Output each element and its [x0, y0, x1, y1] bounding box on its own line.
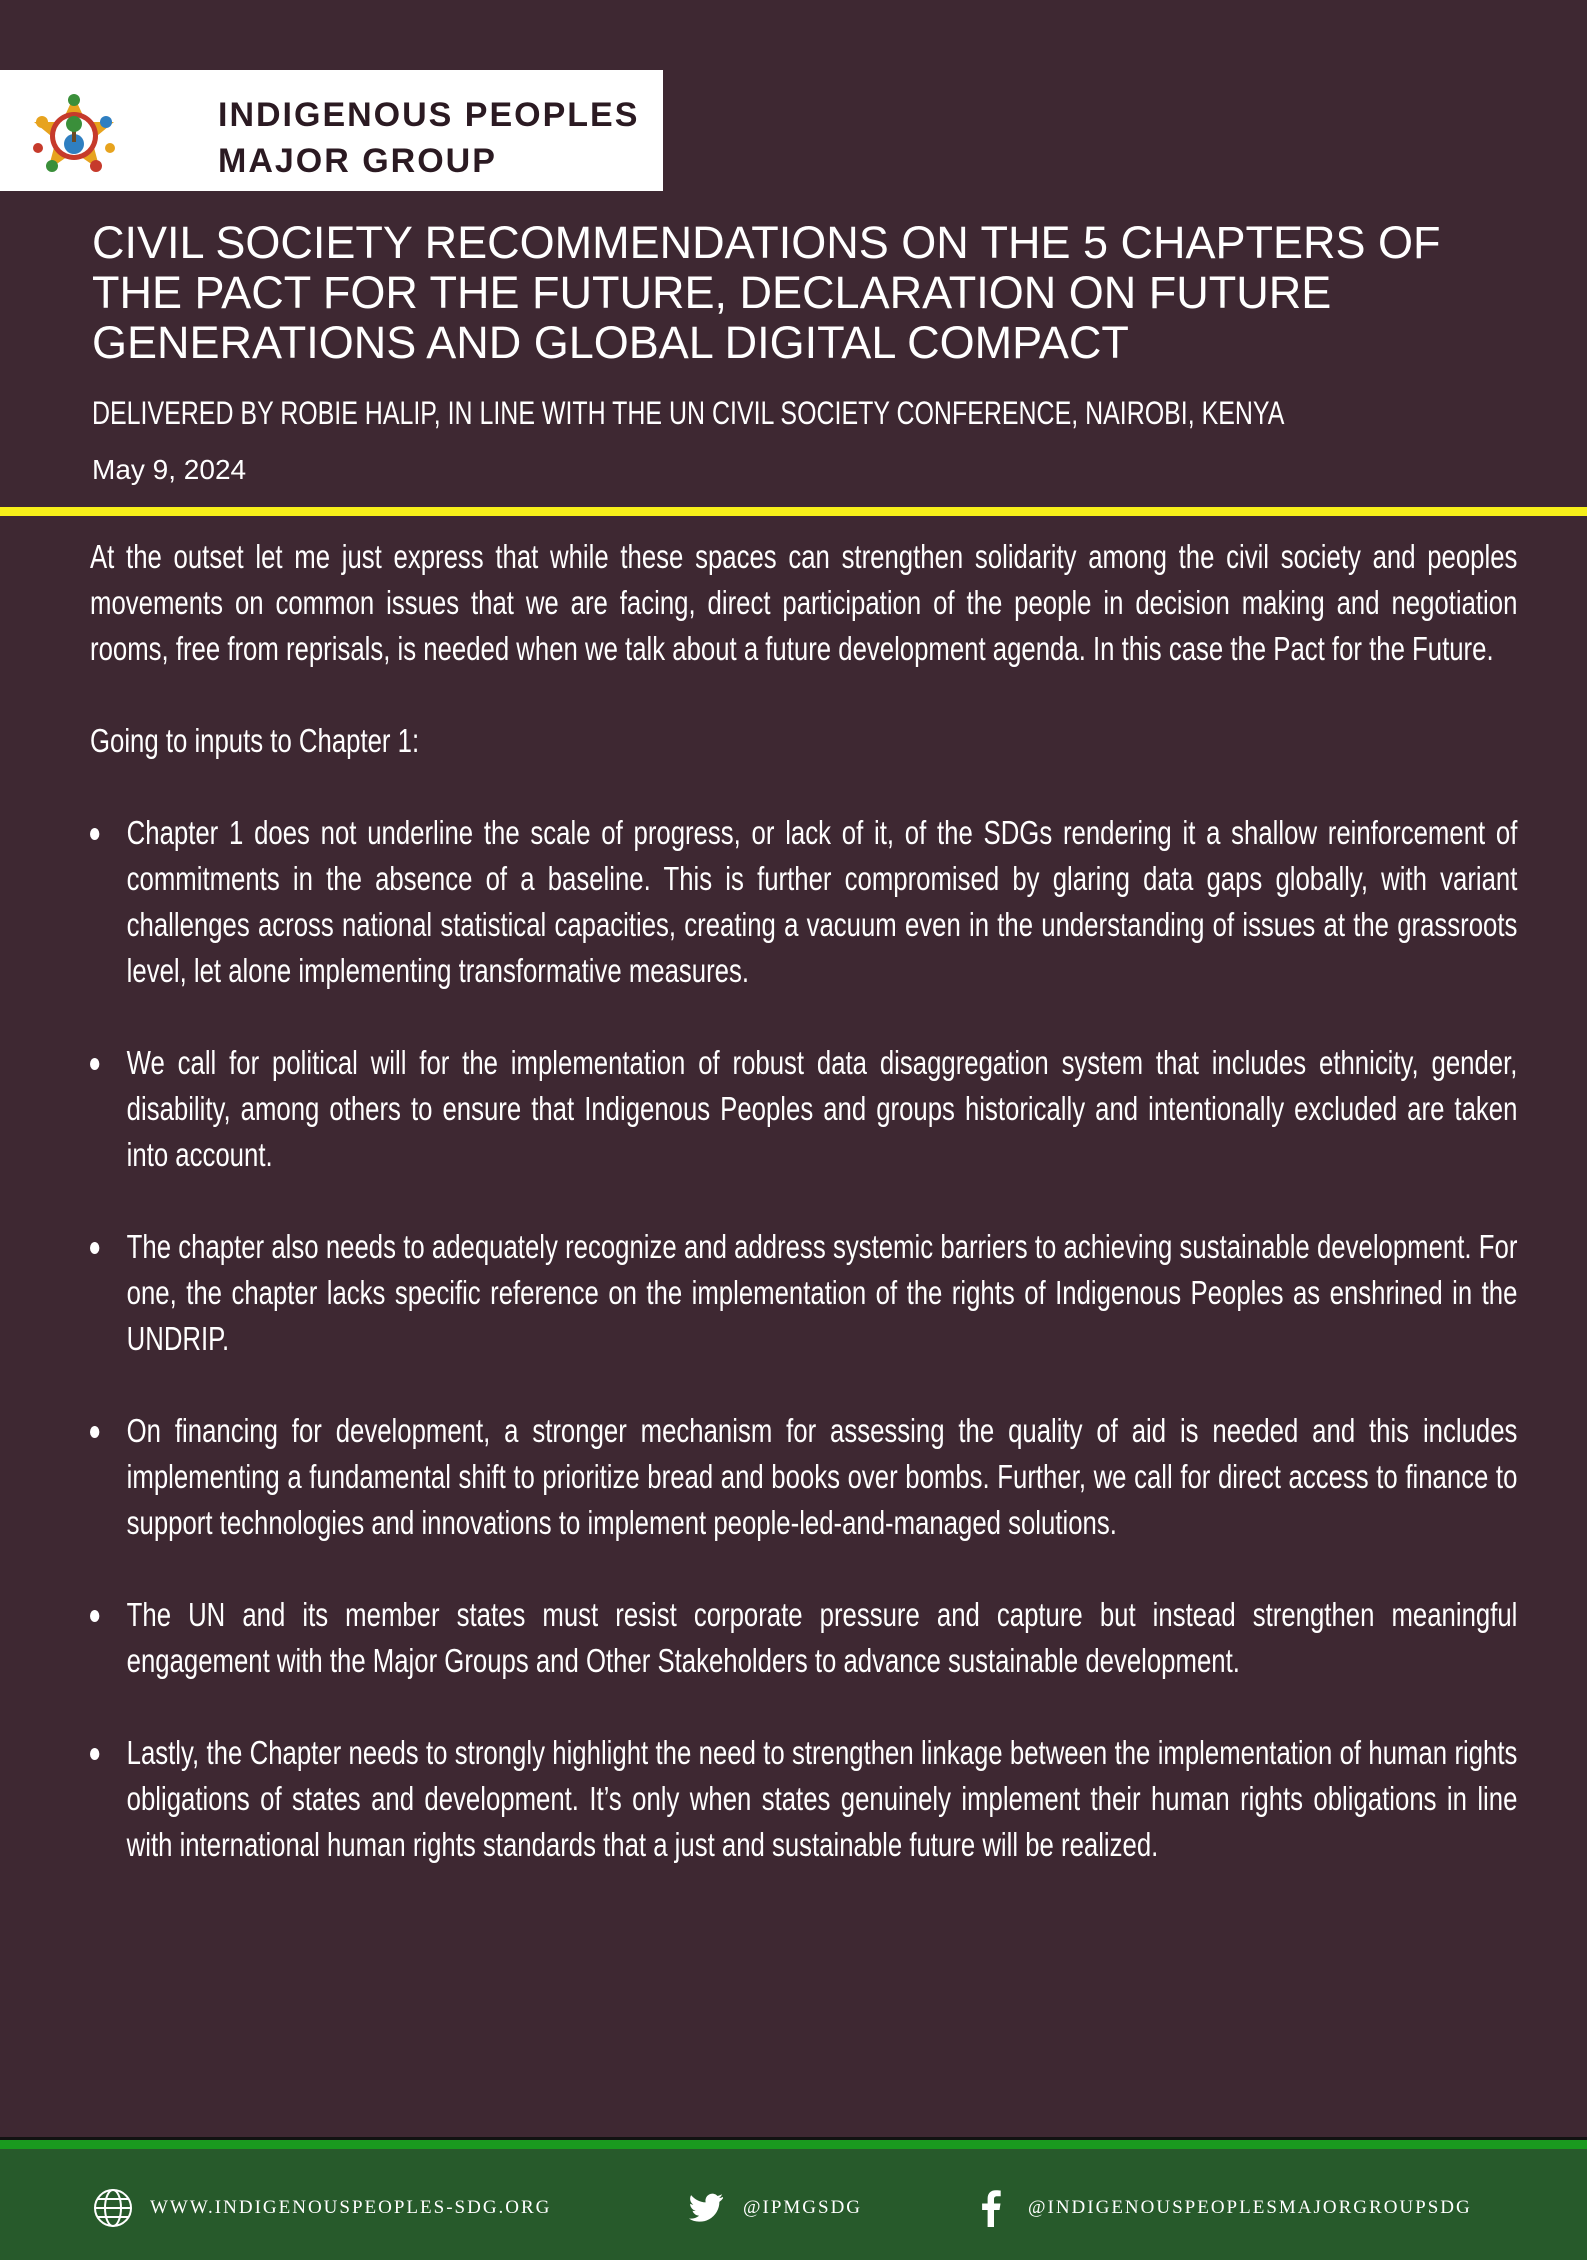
website-link[interactable]: WWW.INDIGENOUSPEOPLES-SDG.ORG — [150, 2197, 552, 2218]
indigenous-peoples-emblem-icon — [30, 92, 118, 180]
list-item — [90, 1730, 1517, 1868]
list-item-text: We call for political will for the implementation of robust data disaggregation system that includes ethnicity, gender, disability, among others to ensure that Indigenous Peoples and groups historically and intentionally excluded are taken into account. — [126, 1044, 1518, 1173]
facebook-handle[interactable]: @INDIGENOUSPEOPLESMAJORGROUPSDG — [1028, 2197, 1472, 2218]
list-item — [90, 1408, 1517, 1546]
list-item — [90, 1592, 1517, 1684]
bullet-dot — [90, 1058, 99, 1070]
document-date: May 9, 2024 — [92, 454, 247, 485]
organization-name — [218, 92, 639, 184]
list-item-text: Chapter 1 does not underline the scale of progress, or lack of it, of the SDGs rendering it a shallow reinforcement of commitments in the absence of a baseline. This is further compromised by glaring data gaps globally, with variant challenges across national statistical capacities, creating a vacuum even in the understanding of issues at the grassroots level, let alone implementing transformative measures. — [126, 814, 1518, 989]
footer-website[interactable] — [92, 2187, 551, 2229]
lead-in-paragraph: Going to inputs to Chapter 1: — [90, 722, 420, 759]
twitter-handle[interactable]: @IPMGSDG — [743, 2197, 863, 2218]
document-title: CIVIL SOCIETY RECOMMENDATIONS ON THE 5 CHAPTERS OF THE PACT FOR THE FUTURE, DECLARATION ON FUTURE GENERATIONS AND GLOBAL DIGITAL COMPACT — [92, 217, 1441, 368]
facebook-icon — [970, 2187, 1012, 2229]
list-item — [90, 810, 1517, 994]
bullet-dot — [90, 1748, 99, 1760]
recommendations-list — [90, 810, 1517, 1868]
header-logo-bar — [0, 70, 663, 191]
twitter-bird-icon — [685, 2187, 727, 2229]
bullet-dot — [90, 1610, 99, 1622]
organization-name-line2: MAJOR GROUP — [218, 142, 497, 180]
delivered-by-subtitle: DELIVERED BY ROBIE HALIP, IN LINE WITH THE UN CIVIL SOCIETY CONFERENCE, NAIROBI, KENYA — [92, 395, 1285, 431]
intro-paragraph: At the outset let me just express that while these spaces can strengthen solidarity among the civil society and peoples movements on common issues that we are facing, direct participation of the people in decision making and negotiation rooms, free from reprisals, is needed when we talk about a future development agenda. In this case the Pact for the Future. — [90, 538, 1518, 667]
footer-facebook[interactable] — [970, 2187, 1472, 2229]
list-item-text: Lastly, the Chapter needs to strongly highlight the need to strengthen linkage between the implementation of human rights obligations of states and development. It’s only when states genuinely implement their human rights obligations in line with international human rights standards that a just and sustainable future will be realized. — [126, 1734, 1518, 1863]
footer — [0, 2140, 1587, 2260]
bullet-dot — [90, 828, 99, 840]
list-item-text: On financing for development, a stronger mechanism for assessing the quality of aid is needed and this includes implementing a fundamental shift to prioritize bread and books over bombs. Further, we call for direct access to finance to support technologies and innovations to implement people-led-and-managed solutions. — [126, 1412, 1518, 1541]
list-item — [90, 1224, 1517, 1362]
globe-icon — [92, 2187, 134, 2229]
document-body — [90, 534, 1518, 1914]
footer-twitter[interactable] — [685, 2187, 862, 2229]
bullet-dot — [90, 1426, 99, 1438]
list-item — [90, 1040, 1517, 1178]
yellow-divider — [0, 507, 1587, 516]
list-item-text: The chapter also needs to adequately recognize and address systemic barriers to achieving sustainable development. For one, the chapter lacks specific reference on the implementation of the rights of Indigenous Peoples as enshrined in the UNDRIP. — [126, 1228, 1518, 1357]
list-item-text: The UN and its member states must resist corporate pressure and capture but instead strengthen meaningful engagement with the Major Groups and Other Stakeholders to advance sustainable development. — [126, 1596, 1518, 1679]
bullet-dot — [90, 1242, 99, 1254]
organization-name-line1: INDIGENOUS PEOPLES — [218, 96, 640, 134]
